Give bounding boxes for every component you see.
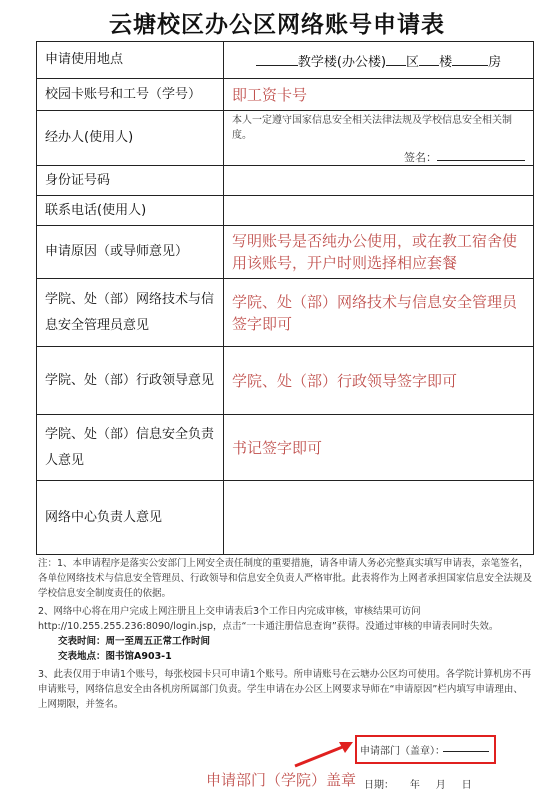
agent-declaration: 本人一定遵守国家信息安全相关法律法规及学校信息安全相关制度。 — [232, 115, 512, 141]
application-form-table — [36, 41, 534, 555]
admin-note: 学院、处（部）行政领导签字即可 — [232, 371, 458, 390]
note-place: 交表地点：图书馆A903-1 — [58, 651, 172, 662]
row-security — [37, 415, 534, 481]
security-field[interactable] — [224, 415, 534, 481]
row-admin — [37, 347, 534, 415]
notes-section — [38, 556, 532, 712]
stamp-red-note: 申请部门（学院）盖章 — [206, 771, 357, 789]
row-agent — [37, 111, 534, 166]
reason-field[interactable] — [224, 226, 534, 279]
date-line[interactable]: 日期： 年 月 日 — [364, 780, 472, 791]
card-field[interactable] — [224, 79, 534, 111]
location-district: 区 — [406, 54, 420, 70]
reason-note: 写明账号是否纯办公使用，或在教工宿舍使用该账号，开户时则选择相应套餐 — [232, 232, 518, 272]
row-card — [37, 79, 534, 111]
label-security: 学院、处（部）信息安全负责人意见 — [37, 415, 224, 481]
label-card: 校园卡账号和工号（学号） — [37, 79, 224, 111]
label-tech: 学院、处（部）网络技术与信息安全管理员意见 — [37, 279, 224, 347]
tech-field[interactable] — [224, 279, 534, 347]
location-room: 房 — [488, 54, 502, 70]
tech-note: 学院、处（部）网络技术与信息安全管理员签字即可 — [232, 292, 518, 333]
center-field[interactable] — [224, 481, 534, 555]
row-location — [37, 42, 534, 79]
card-note: 即工资卡号 — [232, 85, 308, 104]
page-title: 云塘校区办公区网络账号申请表 — [109, 12, 445, 38]
security-note: 书记签字即可 — [232, 438, 323, 457]
stamp-label: 申请部门（盖章）： — [360, 746, 445, 757]
agent-signature — [232, 149, 525, 165]
label-location: 申请使用地点 — [37, 42, 224, 79]
note-3: 3、此表仅用于申请1个账号，每张校园卡只可申请1个账号。所申请账号在云塘办公区均可使用。各学院计算机房不再申请账号，网络信息安全由各机房所属部门负责。学生申请在办公区上网要求导师在“申请原因”栏内填写申请理由、上网期限，并签名。 — [38, 669, 532, 710]
location-building: 教学楼(办公楼) — [297, 54, 387, 70]
red-arrow-icon — [291, 736, 355, 770]
row-phone — [37, 196, 534, 226]
stamp-line[interactable] — [443, 751, 489, 752]
signature-line — [437, 150, 525, 161]
label-reason: 申请原因（或导师意见） — [37, 226, 224, 279]
location-floor: 楼 — [439, 54, 453, 70]
label-idcard: 身份证号码 — [37, 166, 224, 196]
note-2: 2、网络中心将在用户完成上网注册且上交申请表后3个工作日内完成审核，审核结果可访问http://10.255.255.236:8090/login.jsp，点击“一卡通注册信息查询”获得。没通过审核的申请表同时失效。 — [38, 606, 499, 632]
label-center: 网络中心负责人意见 — [37, 481, 224, 555]
note-hours: 交表时间：周一至周五正常工作时间 — [58, 636, 211, 647]
label-agent: 经办人(使用人) — [37, 111, 224, 166]
location-field[interactable] — [224, 42, 534, 79]
row-tech — [37, 279, 534, 347]
row-idcard — [37, 166, 534, 196]
label-admin: 学院、处（部）行政领导意见 — [37, 347, 224, 415]
phone-field[interactable] — [224, 196, 534, 226]
note-1: 注：1、本申请程序是落实公安部门上网安全责任制度的重要措施，请各申请人务必完整真实填写申请表，亲笔签名，各单位网络技术与信息安全管理员、行政领导和信息安全负责人严格审批。此表将作为上网者承担国家信息安全法规及学校信息安全制度责任的依据。 — [38, 558, 533, 599]
signature-label: 签名： — [404, 151, 437, 164]
row-reason — [37, 226, 534, 279]
idcard-field[interactable] — [224, 166, 534, 196]
row-center — [37, 481, 534, 555]
admin-field[interactable] — [224, 347, 534, 415]
label-phone: 联系电话(使用人) — [37, 196, 224, 226]
agent-field[interactable] — [224, 111, 534, 166]
